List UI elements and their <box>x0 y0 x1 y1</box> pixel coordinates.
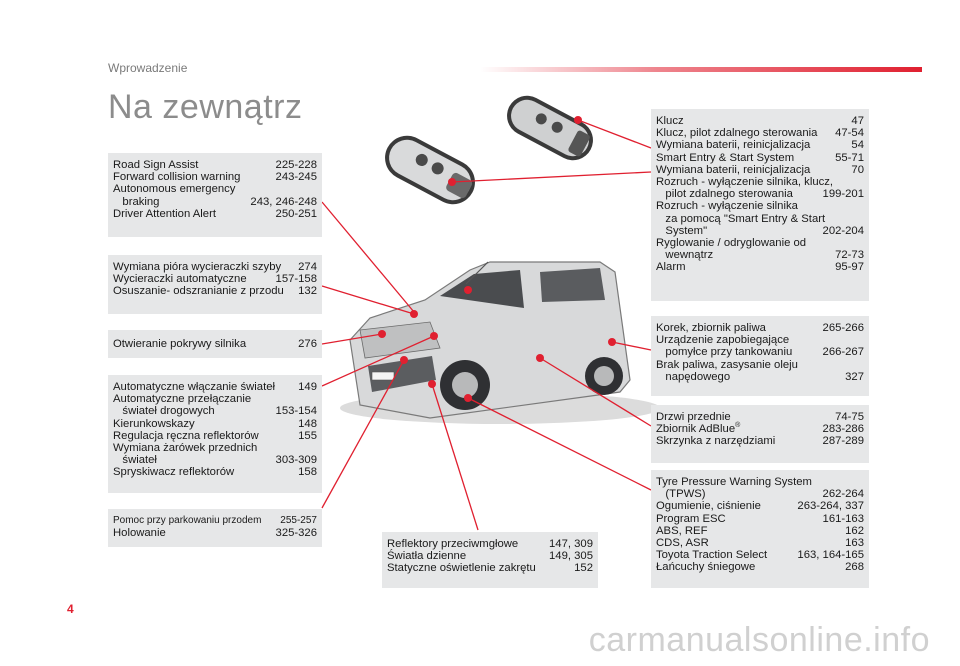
index-pages: 70 <box>851 163 864 176</box>
callout-dot <box>428 380 436 388</box>
index-topic: CDS, ASR <box>656 537 709 550</box>
index-topic: Reflektory przeciwmgłowe <box>387 538 519 550</box>
index-topic: wewnątrz <box>656 249 714 262</box>
index-pages: 153-154 <box>275 405 317 418</box>
index-pages: 72-73 <box>835 249 864 262</box>
callout-dot <box>378 330 386 338</box>
index-row <box>113 285 317 297</box>
index-row <box>656 213 864 225</box>
remote-key-icon <box>377 128 482 212</box>
index-pages: 149, 305 <box>549 550 593 563</box>
index-pages: 163, 164-165 <box>797 549 864 562</box>
index-topic: Rozruch - wyłączenie silnika, klucz, <box>656 176 834 189</box>
index-pages: 255-257 <box>280 515 317 526</box>
index-pages: 263-264, 337 <box>797 500 864 513</box>
callout-box-tyres <box>651 470 869 588</box>
index-pages: 225-228 <box>275 159 317 171</box>
index-topic: Klucz <box>656 115 684 127</box>
index-topic: braking <box>113 195 160 208</box>
index-pages: 325-326 <box>275 527 317 540</box>
index-pages: 55-71 <box>835 151 864 164</box>
index-topic: Urządzenie zapobiegające <box>656 334 790 347</box>
index-topic: Spryskiwacz reflektorów <box>113 466 235 479</box>
index-topic: świateł <box>113 454 157 467</box>
index-pages: 274 <box>298 261 317 273</box>
callout-dot <box>448 178 456 186</box>
index-pages <box>858 200 864 212</box>
index-pages: 132 <box>298 285 317 298</box>
index-row <box>656 261 864 273</box>
index-topic: (TPWS) <box>656 488 706 501</box>
index-topic: Zbiornik AdBlue <box>656 423 736 436</box>
index-pages: 47-54 <box>835 127 864 140</box>
index-topic: System" <box>656 224 708 237</box>
index-topic: Kierunkowskazy <box>113 417 195 430</box>
index-row <box>656 537 864 549</box>
index-row <box>387 538 593 550</box>
index-topic: Statyczne oświetlenie zakrętu <box>387 562 536 575</box>
index-pages <box>858 213 864 225</box>
index-topic: Wymiana pióra wycieraczki szyby <box>113 261 282 273</box>
index-pages: 74-75 <box>835 411 864 423</box>
index-topic: Pomoc przy parkowaniu przodem <box>113 515 262 526</box>
index-pages: 47 <box>851 115 864 127</box>
index-pages: 152 <box>574 562 593 575</box>
index-pages <box>858 359 864 371</box>
index-row <box>113 261 317 273</box>
index-row <box>113 381 317 393</box>
index-row <box>113 159 317 171</box>
index-pages: 95-97 <box>835 261 864 274</box>
callout-box-bonnet <box>108 330 322 358</box>
callout-box-doors <box>651 405 869 463</box>
index-topic: Driver Attention Alert <box>113 207 216 220</box>
index-topic: Wycieraczki automatyczne <box>113 273 247 286</box>
index-pages: 54 <box>851 139 864 152</box>
index-row <box>656 176 864 188</box>
smart-key-icon <box>500 89 600 168</box>
index-row <box>656 411 864 423</box>
index-topic: Łańcuchy śniegowe <box>656 561 756 574</box>
index-topic: Skrzynka z narzędziami <box>656 435 776 448</box>
index-pages: 266-267 <box>822 346 864 359</box>
index-pages: 155 <box>298 429 317 442</box>
index-topic: Wymiana żarówek przednich <box>113 442 258 455</box>
registered-mark: ® <box>735 422 741 430</box>
index-pages: 149 <box>298 381 317 393</box>
callout-box-fog-lights <box>382 532 598 588</box>
index-topic: pomyłce przy tankowaniu <box>656 346 793 359</box>
index-topic: Drzwi przednie <box>656 411 731 423</box>
index-topic: napędowego <box>656 370 731 383</box>
index-row <box>387 550 593 562</box>
index-topic: za pomocą "Smart Entry & Start <box>656 212 826 225</box>
index-row <box>113 183 317 195</box>
callout-box-lights <box>108 375 322 493</box>
index-topic: Forward collision warning <box>113 171 241 184</box>
index-row <box>656 513 864 525</box>
index-topic: Alarm <box>656 261 686 274</box>
leader-line <box>322 202 414 312</box>
index-pages <box>311 442 317 454</box>
index-row <box>656 225 864 237</box>
index-topic: Ryglowanie / odryglowanie od <box>656 237 807 250</box>
index-topic: Osuszanie- odszranianie z przodu <box>113 285 284 298</box>
index-pages: 161-163 <box>822 512 864 525</box>
index-topic: pilot zdalnego sterowania <box>656 188 793 201</box>
index-row <box>387 562 593 574</box>
index-row <box>656 188 864 200</box>
leader-line <box>452 172 651 182</box>
index-topic: Autonomous emergency <box>113 183 236 196</box>
index-row <box>113 273 317 285</box>
index-topic: Klucz, pilot zdalnego sterowania <box>656 127 818 140</box>
index-pages: 276 <box>298 338 317 350</box>
index-row <box>656 500 864 512</box>
section-label: Wprowadzenie <box>108 61 188 75</box>
index-pages: 303-309 <box>275 454 317 467</box>
index-pages: 158 <box>298 466 317 479</box>
index-row <box>113 171 317 183</box>
index-row <box>656 423 864 435</box>
index-row <box>113 196 317 208</box>
index-pages: 327 <box>845 370 864 383</box>
index-topic: Holowanie <box>113 527 166 540</box>
index-pages: 162 <box>845 524 864 537</box>
index-row <box>113 430 317 442</box>
callout-box-fuel <box>651 316 869 396</box>
index-topic: ABS, REF <box>656 524 708 537</box>
index-topic: Road Sign Assist <box>113 159 199 171</box>
index-row <box>656 346 864 358</box>
index-topic: Automatyczne przełączanie <box>113 393 252 406</box>
index-pages: 262-264 <box>822 488 864 501</box>
index-row <box>113 393 317 405</box>
index-row <box>656 249 864 261</box>
index-topic: Program ESC <box>656 512 726 525</box>
index-topic: Smart Entry & Start System <box>656 151 795 164</box>
index-row <box>113 208 317 220</box>
index-pages: 243, 246-248 <box>250 195 317 208</box>
index-row <box>656 476 864 488</box>
index-topic: Brak paliwa, zasysanie oleju <box>656 358 798 371</box>
index-pages <box>858 476 864 488</box>
index-pages: 287-289 <box>822 435 864 448</box>
index-row <box>656 371 864 383</box>
callout-dot <box>410 310 418 318</box>
index-row <box>656 549 864 561</box>
index-pages: 250-251 <box>275 207 317 220</box>
index-topic: Tyre Pressure Warning System <box>656 476 812 488</box>
callout-dot <box>608 338 616 346</box>
index-pages: 268 <box>845 561 864 574</box>
index-row <box>656 435 864 447</box>
callout-box-towing <box>108 509 322 547</box>
index-pages: 243-245 <box>275 171 317 184</box>
index-topic: Wymiana baterii, reinicjalizacja <box>656 163 811 176</box>
leader-line <box>322 286 414 314</box>
index-pages <box>858 237 864 249</box>
callout-box-key <box>651 109 869 301</box>
index-row <box>656 359 864 371</box>
index-row <box>656 334 864 346</box>
index-row <box>656 561 864 573</box>
index-pages <box>858 334 864 346</box>
index-row <box>113 405 317 417</box>
index-topic: Wymiana baterii, reinicjalizacja <box>656 139 811 152</box>
index-pages: 199-201 <box>822 188 864 201</box>
index-topic: Rozruch - wyłączenie silnika <box>656 200 798 213</box>
index-topic: Korek, zbiornik paliwa <box>656 322 766 334</box>
index-pages: 265-266 <box>822 322 864 334</box>
index-row <box>656 200 864 212</box>
index-row <box>656 139 864 151</box>
index-pages: 202-204 <box>822 224 864 237</box>
index-row <box>113 418 317 430</box>
index-pages: 147, 309 <box>549 538 593 550</box>
index-topic: Otwieranie pokrywy silnika <box>113 338 247 350</box>
index-pages: 157-158 <box>275 273 317 286</box>
index-row <box>113 466 317 478</box>
index-row <box>656 152 864 164</box>
index-pages <box>858 176 864 188</box>
index-row <box>113 527 317 539</box>
index-row <box>113 454 317 466</box>
index-pages: 163 <box>845 537 864 550</box>
index-row <box>656 115 864 127</box>
index-row <box>656 164 864 176</box>
callout-dot <box>464 394 472 402</box>
index-pages: 283-286 <box>822 423 864 436</box>
index-topic: Toyota Traction Select <box>656 549 768 562</box>
index-row <box>656 237 864 249</box>
index-pages <box>311 183 317 195</box>
index-row <box>656 525 864 537</box>
index-topic-wrap <box>656 423 740 435</box>
index-topic: Automatyczne włączanie świateł <box>113 381 275 393</box>
index-topic: Światła dzienne <box>387 550 467 563</box>
index-row <box>113 515 317 527</box>
callout-dot <box>574 116 582 124</box>
watermark: carmanualsonline.info <box>588 621 930 659</box>
index-topic: świateł drogowych <box>113 405 215 418</box>
callout-dot <box>536 354 544 362</box>
callout-box-wipers <box>108 255 322 314</box>
index-topic: Regulacja ręczna reflektorów <box>113 429 259 442</box>
index-topic: Ogumienie, ciśnienie <box>656 500 761 513</box>
index-pages <box>311 393 317 405</box>
index-pages: 148 <box>298 417 317 430</box>
page-number: 4 <box>67 602 74 616</box>
page-title: Na zewnątrz <box>108 88 303 126</box>
index-row <box>656 127 864 139</box>
index-row <box>656 322 864 334</box>
callout-dot <box>464 286 472 294</box>
index-row <box>113 338 317 350</box>
index-row <box>656 488 864 500</box>
callout-box-driver-assist <box>108 153 322 237</box>
callout-dot <box>430 332 438 340</box>
callout-dot <box>400 356 408 364</box>
index-row <box>113 442 317 454</box>
